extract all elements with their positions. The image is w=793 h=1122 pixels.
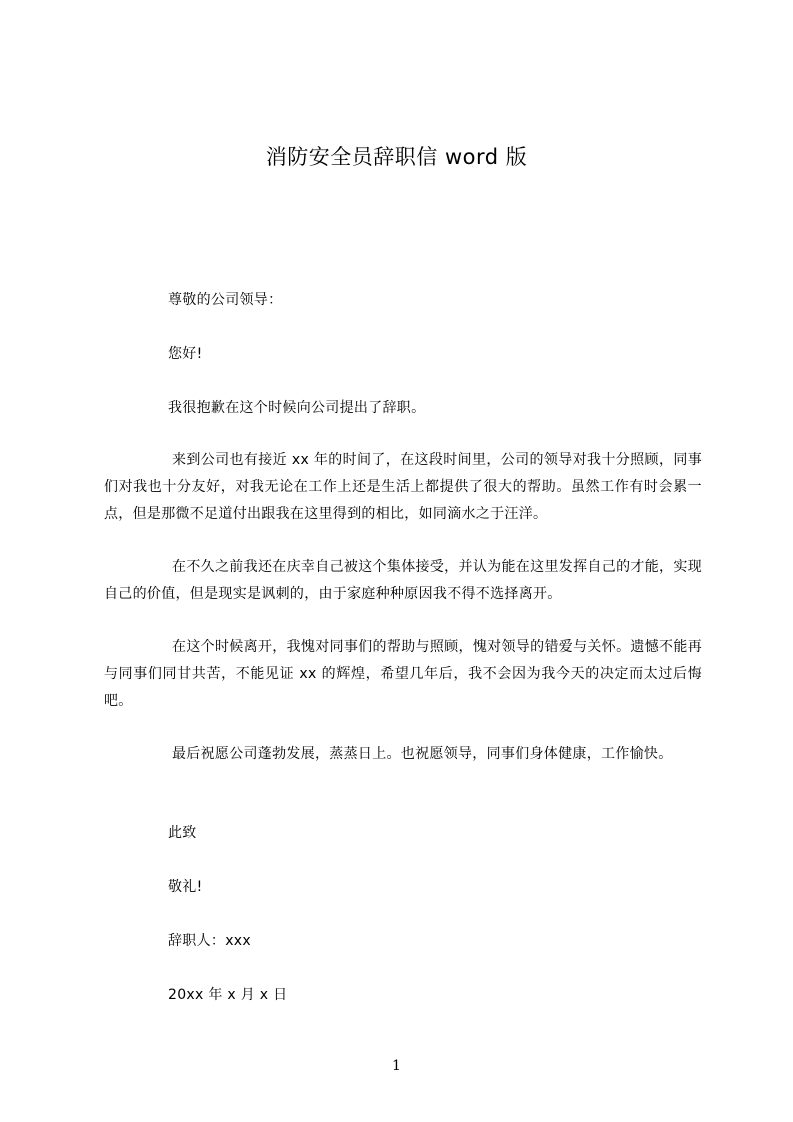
regards: 敬礼! <box>168 879 203 895</box>
date: 20xx 年 x 月 x 日 <box>168 987 288 1003</box>
signer: 辞职人：xxx <box>168 933 251 949</box>
greeting: 您好! <box>168 346 203 362</box>
salutation: 尊敬的公司领导： <box>168 292 283 308</box>
paragraph-3: 在这个时候离开，我愧对同事们的帮助与照顾，愧对领导的错爱与关怀。遗憾不能再与同事们同甘共苦，不能见证 xx 的辉煌，希望几年后，我不会因为我今天的决定而太过后悔吧。 <box>104 639 702 709</box>
intro-line: 我很抱歉在这个时候向公司提出了辞职。 <box>168 400 426 416</box>
paragraph-1: 来到公司也有接近 xx 年的时间了，在这段时间里，公司的领导对我十分照顾，同事们对我也十分友好，对我无论在工作上还是生活上都提供了很大的帮助。虽然工作有时会累一点，但是那微不足道付出跟我在这里得到的相比，如同滴水之于汪洋。 <box>104 452 702 522</box>
document-title: 消防安全员辞职信 word 版 <box>265 145 528 169</box>
page-number: 1 <box>392 1058 401 1074</box>
paragraph-4: 最后祝愿公司蓬勃发展，蒸蒸日上。也祝愿领导，同事们身体健康，工作愉快。 <box>172 746 673 762</box>
closing: 此致 <box>168 825 197 841</box>
paragraph-2: 在不久之前我还在庆幸自己被这个集体接受，并认为能在这里发挥自己的才能，实现自己的价值，但是现实是讽刺的，由于家庭种种原因我不得不选择离开。 <box>104 559 702 602</box>
